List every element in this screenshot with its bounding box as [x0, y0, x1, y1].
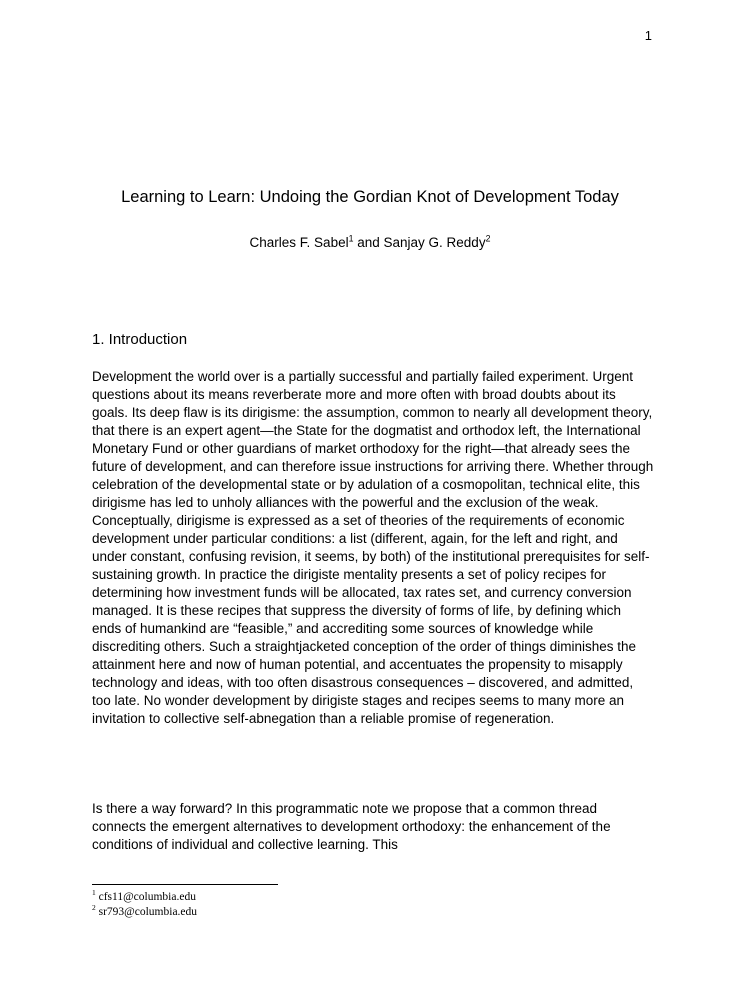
page-number: 1 — [644, 28, 652, 43]
footnote-1-text: cfs11@columbia.edu — [98, 891, 196, 903]
footnote-separator-line — [92, 884, 278, 885]
footnote-2-text: sr793@columbia.edu — [98, 906, 198, 918]
author-1-name: Charles F. Sabel — [249, 235, 349, 250]
footnote-1 — [92, 890, 197, 905]
author-2-footnote-marker: 2 — [485, 233, 491, 244]
authors-line — [60, 235, 680, 250]
paragraph-1: Development the world over is a partially successful and partially failed experiment. Urgent questions about its means reverberate more and more often with broad doubts about its goals. Its deep flaw is its dirigisme: the assumption, common to nearly all development theory, that there is an expert agent—the State for the dogmatist and orthodox left, the International Monetary Fund or other guardians of market orthodoxy for the right—that already sees the future of development, and can therefore issue instructions for arriving there. Whether through celebration of the developmental state or by adulation of a cosmopolitan, technical elite, this dirigisme has led to unholy alliances with the powerful and the exclusion of the weak. Conceptually, dirigisme is expressed as a set of theories of the requirements of economic development under particular conditions: a list (different, again, for the left and right, and under constant, confusing revision, it seems, by both) of the institutional prerequisites for self-sustaining growth. In practice the dirigiste mentality presents a set of policy recipes for determining how investment funds will be allocated, tax rates set, and currency conversion managed. It is these recipes that suppress the diversity of forms of life, by defining which ends of humankind are “feasible,” and accrediting some sources of knowledge while discrediting others. Such a straightjacketed conception of the order of things diminishes the attainment here and now of human potential, and accentuates the propensity to misapply technology and ideas, with too often disastrous consequences – discovered, and admitted, too late. No wonder development by dirigiste stages and recipes seems to many more an invitation to collective self-abnegation than a reliable promise of regeneration. — [92, 369, 654, 726]
paper-title: Learning to Learn: Undoing the Gordian Knot of Development Today — [121, 188, 619, 206]
author-1-footnote-marker: 1 — [348, 233, 354, 244]
paragraph-2: Is there a way forward? In this programmatic note we propose that a common thread connects the emergent alternatives to development orthodoxy: the enhancement of the conditions of individual and collective learning. This — [92, 801, 611, 852]
author-2-name: and Sanjay G. Reddy — [353, 235, 486, 250]
footnote-2 — [92, 905, 197, 920]
footnotes-section — [92, 890, 197, 920]
section-heading-introduction: 1. Introduction — [92, 331, 188, 348]
footnote-2-marker: 2 — [92, 903, 96, 913]
footnote-1-marker: 1 — [92, 888, 96, 898]
